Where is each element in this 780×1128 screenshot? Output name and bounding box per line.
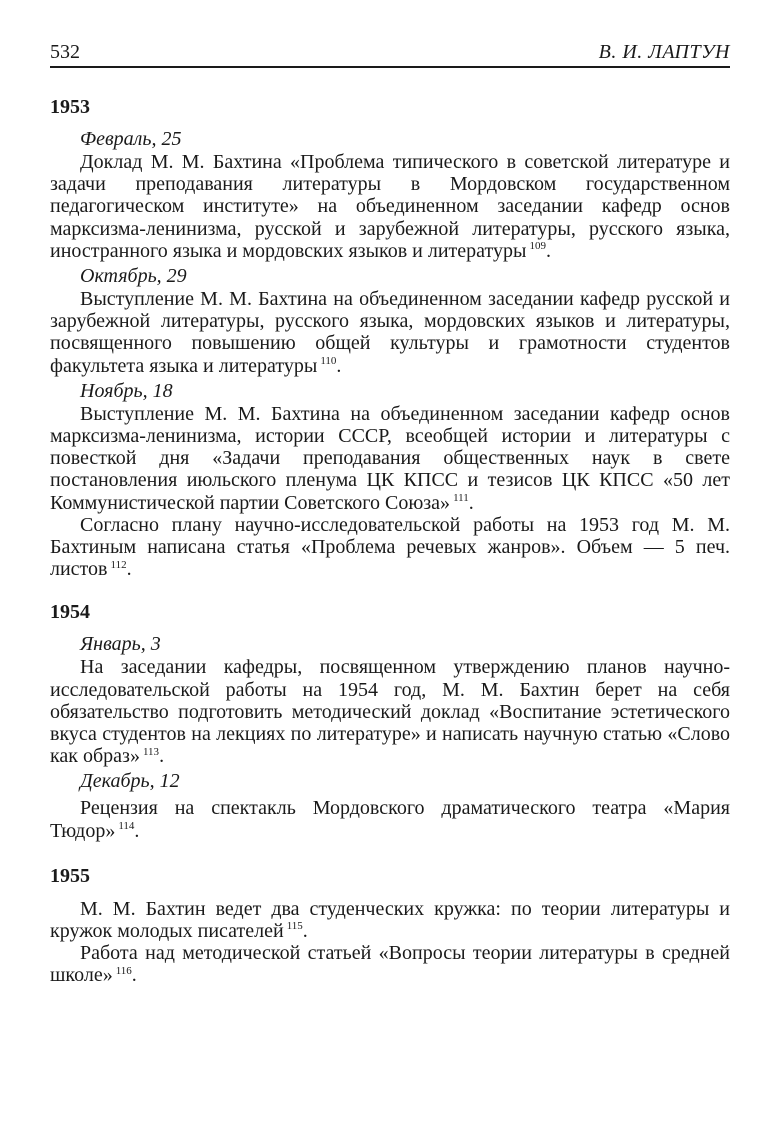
section-1954 (50, 600, 730, 841)
footnote-ref: 116 (115, 964, 132, 977)
page-number: 532 (50, 41, 80, 63)
entry-text: Выступление М. М. Бахтина на объединенном заседании кафедр основ марксизма-ленинизма, истории СССР, всеобщей истории и литературы с повесткой дня «Задачи преподавания общественных наук в свете постановления июльского пленума ЦК КПСС и тезисов ЦК КПСС «50 лет Коммунистической партии Советского Союза» $^{111}$. (50, 402, 730, 514)
entry-text: Доклад М. М. Бахтина «Проблема типического в советской литературе и задачи преподавания литературы в Мордовском государственном педагогическом институте» на объединенном заседании кафедр основ марксизма-ленинизма, русской и зарубежной литературы, русского языка, иностранного языка и мордовских языков и литературы $^{109}$. (50, 151, 730, 262)
entry-text: М. М. Бахтин ведет два студенческих кружка: по теории литературы и кружок молодых писателей $^{115}$. (50, 897, 730, 943)
year-heading: 1953 (50, 96, 90, 118)
entry-text-body: Доклад М. М. Бахтина «Проблема типического в советской литературе и задачи преподавания литературы в Мордовском государственном педагогическом институте» на объединенном заседании кафедр основ марксизма-ленинизма, русской и зарубежной литературы, русского языка, иностранного языка и мордовских языков и литературы (50, 151, 730, 262)
entry-date: Январь, 3 (80, 633, 161, 656)
footnote-ref: 110 (320, 354, 337, 367)
year-heading: 1954 (50, 601, 90, 624)
footnote-ref: 114 (118, 820, 135, 833)
entry-text: На заседании кафедры, посвященном утверждению планов научно-исследовательской работы на 1954 год, М. М. Бахтин берет на себя обязательство подготовить методический доклад «Воспитание эстетического вкуса студентов на лекциях по литературе» и написать научную статью «Слово как образ» $^{113}$. (50, 656, 730, 768)
entry-text-body: Выступление М. М. Бахтина на объединенном заседании кафедр русской и зарубежной литературы, русского языка, мордовских языков и литературы, посвященного повышению общей культуры и грамотности студентов факультета языка и литературы (50, 288, 730, 377)
entry-text-body: Работа над методической статьей «Вопросы теории литературы в средней школе» (50, 942, 730, 987)
footnote-ref: 112 (110, 558, 127, 571)
entry-text: Рецензия на спектакль Мордовского драматического театра «Мария Тюдор» $^{114}$. (50, 797, 730, 842)
footnote-ref: 109 (529, 240, 546, 253)
entry-text: Согласно плану научно-исследовательской работы на 1953 год М. М. Бахтиным написана статья «Проблема речевых жанров». Объем — 5 печ. листов $^{112}$. (50, 513, 730, 581)
footnote-ref: 113 (142, 745, 160, 758)
entry-text-body: Согласно плану научно-исследовательской работы на 1953 год М. М. Бахтиным написана статья «Проблема речевых жанров». Объем — 5 печ. листов (50, 513, 730, 581)
section-1955 (50, 864, 730, 987)
footnote-ref: 115 (286, 920, 303, 933)
entry-text-body: Рецензия на спектакль Мордовского драматического театра «Мария Тюдор» (50, 797, 730, 842)
entry-date: Февраль, 25 (80, 128, 182, 150)
entry-text-body: М. М. Бахтин ведет два студенческих кружка: по теории литературы и кружок молодых писателей (50, 897, 730, 943)
running-header (50, 40, 730, 68)
entry-text-body: Выступление М. М. Бахтина на объединенном заседании кафедр основ марксизма-ленинизма, истории СССР, всеобщей истории и литературы с повесткой дня «Задачи преподавания общественных наук в свете постановления июльского пленума ЦК КПСС и тезисов ЦК КПСС «50 лет Коммунистической партии Советского Союза» (50, 402, 730, 514)
entry-text: Выступление М. М. Бахтина на объединенном заседании кафедр русской и зарубежной литературы, русского языка, мордовских языков и литературы, посвященного повышению общей культуры и грамотности студентов факультета языка и литературы $^{110}$. (50, 288, 730, 377)
year-heading: 1955 (50, 864, 90, 887)
section-1953 (50, 95, 730, 580)
entry-date: Октябрь, 29 (80, 265, 187, 288)
footnote-ref: 111 (453, 491, 469, 504)
entry-text: Работа над методической статьей «Вопросы теории литературы в средней школе» $^{116}$. (50, 942, 730, 987)
entry-text-body: На заседании кафедры, посвященном утверждению планов научно-исследовательской работы на 1954 год, М. М. Бахтин берет на себя обязательство подготовить методический доклад «Воспитание эстетического вкуса студентов на лекциях по литературе» и написать научную статью «Слово как образ» (50, 656, 730, 768)
document-page (50, 40, 730, 987)
running-title: В. И. ЛАПТУН (598, 41, 730, 63)
entry-date: Декабрь, 12 (80, 770, 180, 793)
entry-date: Ноябрь, 18 (80, 379, 173, 402)
